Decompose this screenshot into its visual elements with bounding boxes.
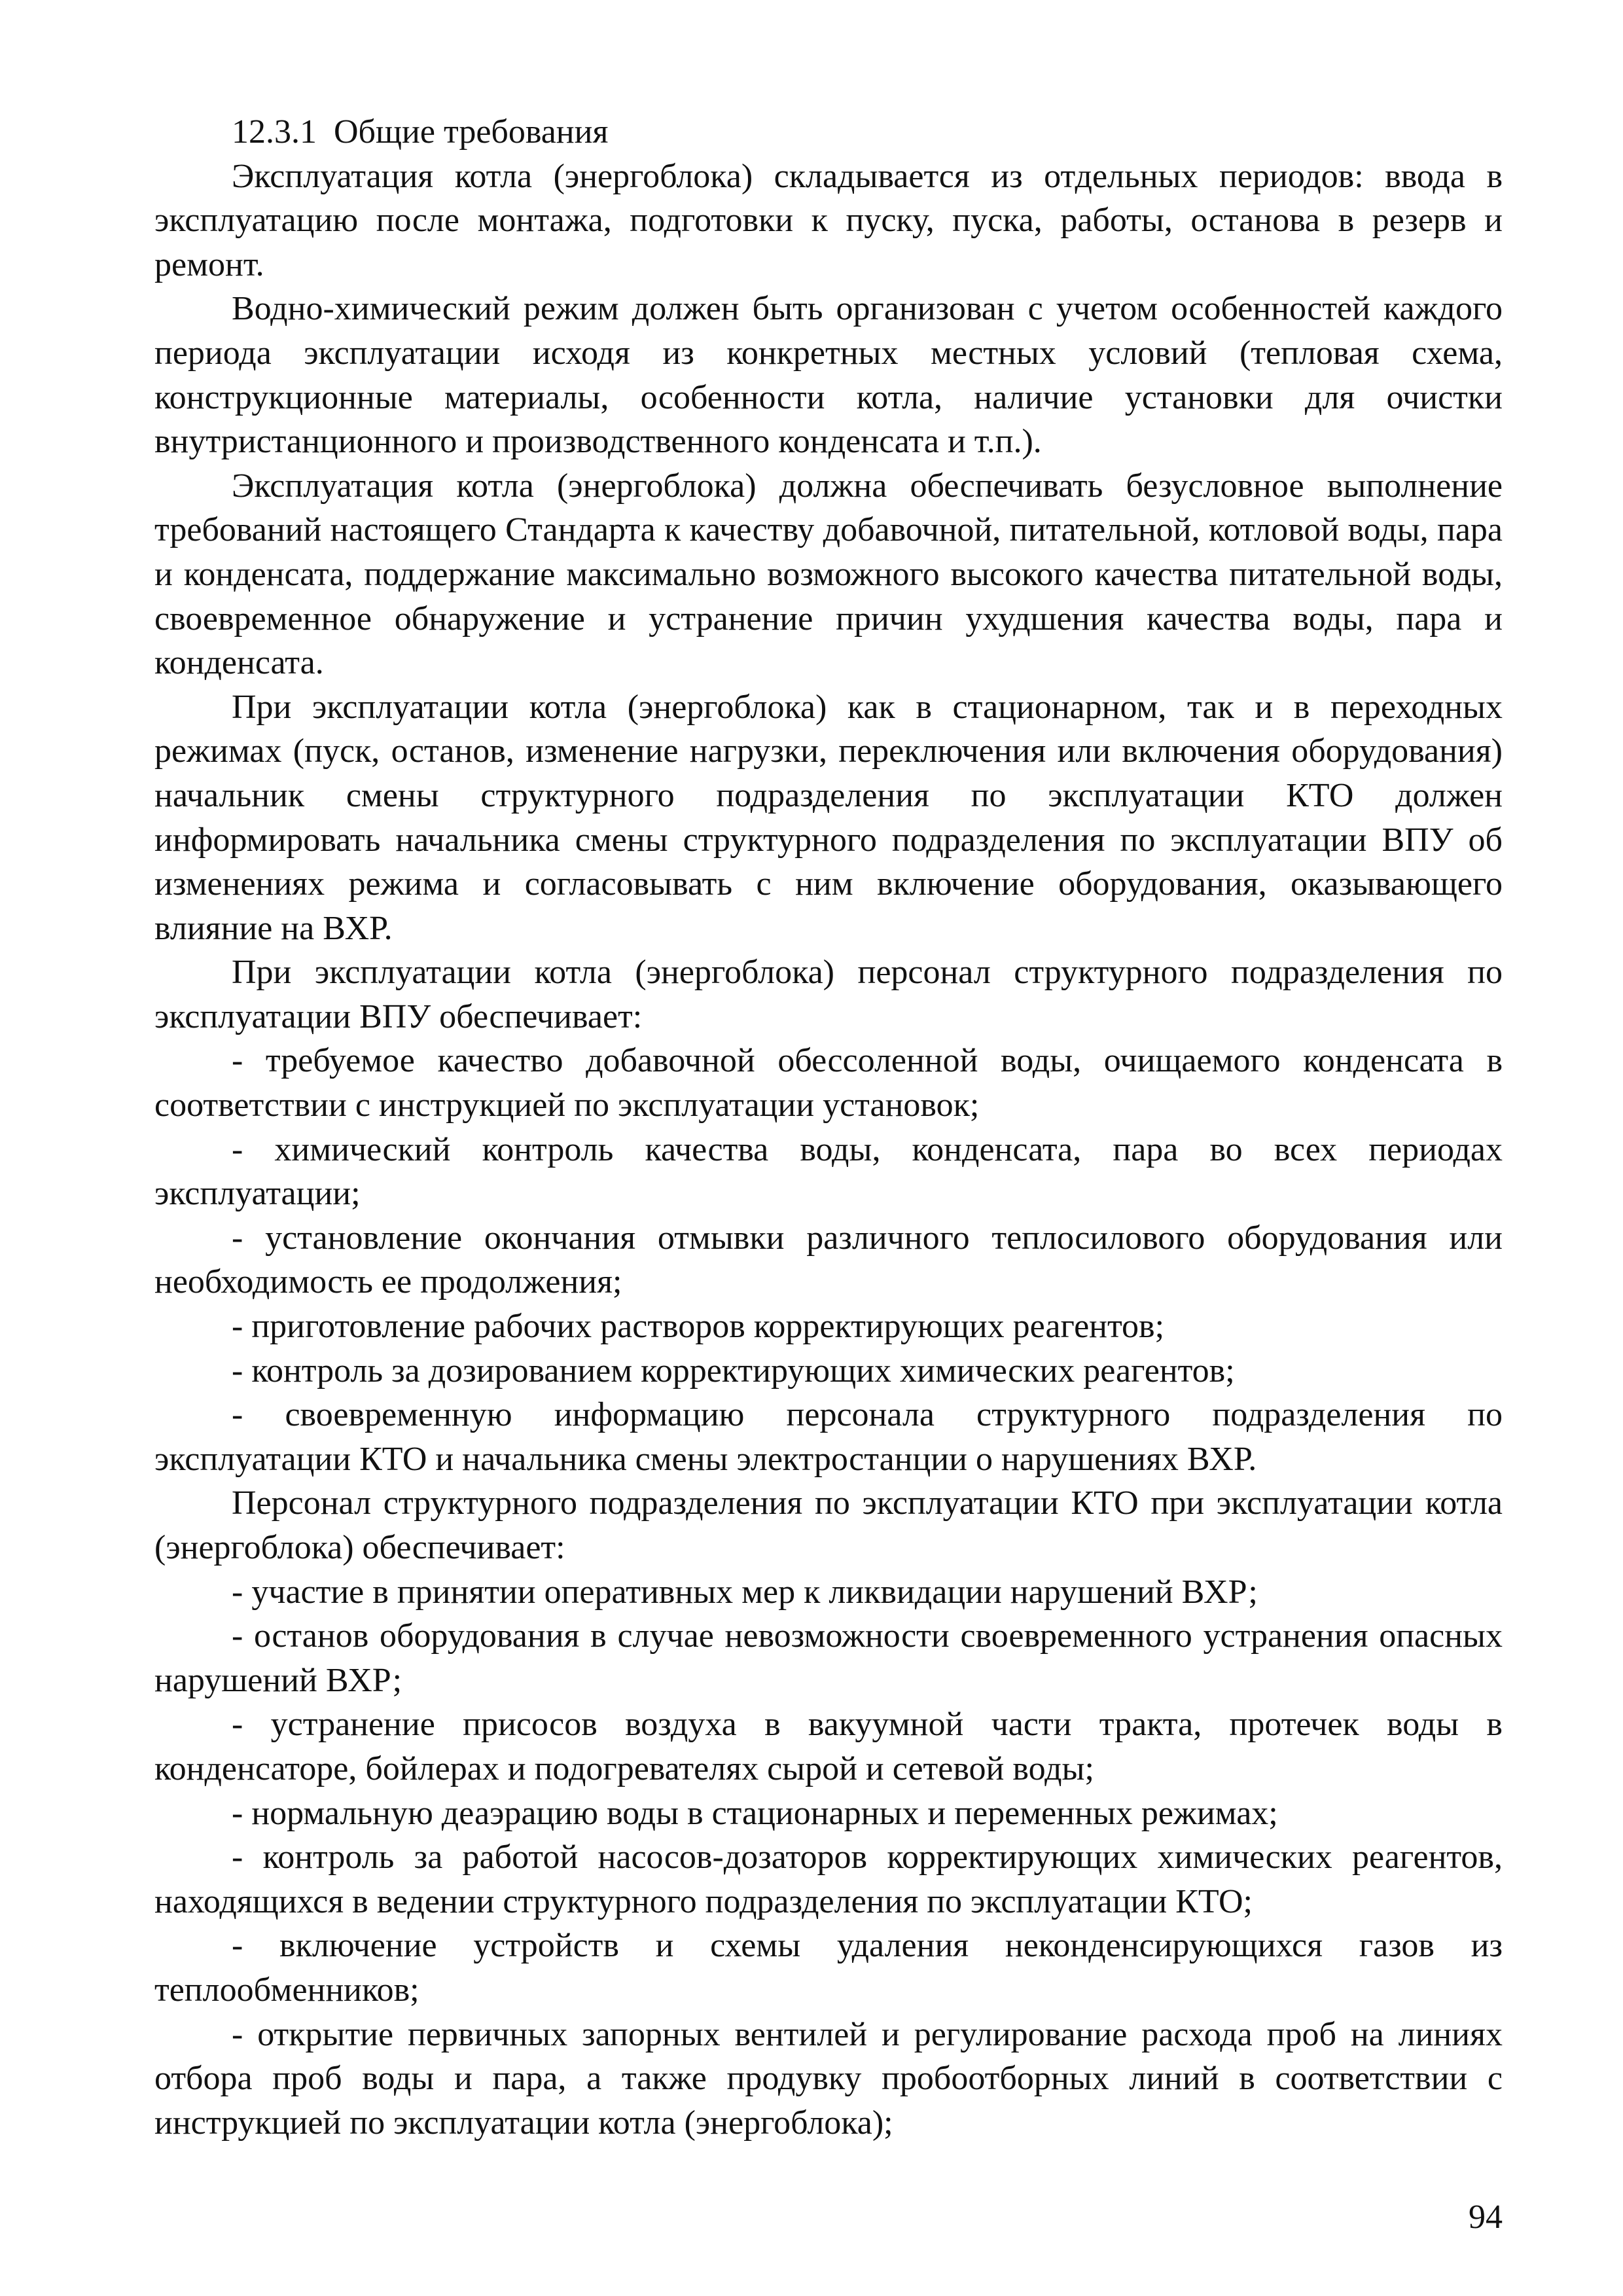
list-item: - включение устройств и схемы удаления неконденсирующихся газов из теплообменников; [154,1927,1503,2009]
page-body [154,110,1503,2145]
list-item: - своевременную информацию персонала структурного подразделения по эксплуатации КТО и начальника смены электростанции о нарушениях ВХР. [154,1396,1503,1478]
list-item: - останов оборудования в случае невозможности своевременного устранения опасных нарушений ВХР; [154,1617,1503,1699]
list-item: - установление окончания отмывки различного теплосилового оборудования или необходимость ее продолжения; [154,1219,1503,1301]
paragraph: Водно-химический режим должен быть организован с учетом особенностей каждого периода эксплуатации исходя из конкретных местных условий (тепловая схема, конструкционные материалы, особенности котла, наличие установки для очистки внутристанционного и производственного конденсата и т.п.). [154,290,1503,461]
paragraph: При эксплуатации котла (энергоблока) как в стационарном, так и в переходных режимах (пуск, останов, изменение нагрузки, переключения или включения оборудования) начальник смены структурного подразделения по эксплуатации КТО должен информировать начальника смены структурного подразделения по эксплуатации ВПУ об изменениях режима и согласовывать с ним включение оборудования, оказывающего влияние на ВХР. [154,688,1503,947]
list-item: - контроль за дозированием корректирующих химических реагентов; [232,1352,1235,1390]
section-number: 12.3.1 [232,113,317,151]
list-item: - химический контроль качества воды, конденсата, пара во всех периодах эксплуатации; [154,1130,1503,1213]
section-heading [154,110,1503,154]
list-item: - требуемое качество добавочной обессоленной воды, очищаемого конденсата в соответствии с инструкцией по эксплуатации установок; [154,1042,1503,1124]
list-item: - участие в принятии оперативных мер к ликвидации нарушений ВХР; [232,1573,1258,1611]
page-number: 94 [1469,2198,1503,2236]
list-item: - устранение присосов воздуха в вакуумной части тракта, протечек воды в конденсаторе, бойлерах и подогревателях сырой и сетевой воды; [154,1706,1503,1787]
paragraph: Эксплуатация котла (энергоблока) складывается из отдельных периодов: ввода в эксплуатацию после монтажа, подготовки к пуску, пуска, работы, останова в резерв и ремонт. [154,157,1503,283]
list-item: - приготовление рабочих растворов корректирующих реагентов; [232,1308,1165,1346]
list-item: - нормальную деаэрацию воды в стационарных и переменных режимах; [232,1794,1278,1832]
paragraph: Персонал структурного подразделения по эксплуатации КТО при эксплуатации котла (энергоблока) обеспечивает: [154,1484,1503,1566]
paragraph: Эксплуатация котла (энергоблока) должна обеспечивать безусловное выполнение требований настоящего Стандарта к качеству добавочной, питательной, котловой воды, пара и конденсата, поддержание максимально возможного высокого качества питательной воды, своевременное обнаружение и устранение причин ухудшения качества воды, пара и конденсата. [154,467,1503,682]
list-item: - открытие первичных запорных вентилей и регулирование расхода проб на линиях отбора проб воды и пара, а также продувку пробоотборных линий в соответствии с инструкцией по эксплуатации котла (энергоблока); [154,2015,1503,2142]
paragraph: При эксплуатации котла (энергоблока) персонал структурного подразделения по эксплуатации ВПУ обеспечивает: [154,954,1503,1035]
list-item: - контроль за работой насосов-дозаторов корректирующих химических реагентов, находящихся в ведении структурного подразделения по эксплуатации КТО; [154,1839,1503,1920]
section-title: Общие требования [334,113,609,151]
